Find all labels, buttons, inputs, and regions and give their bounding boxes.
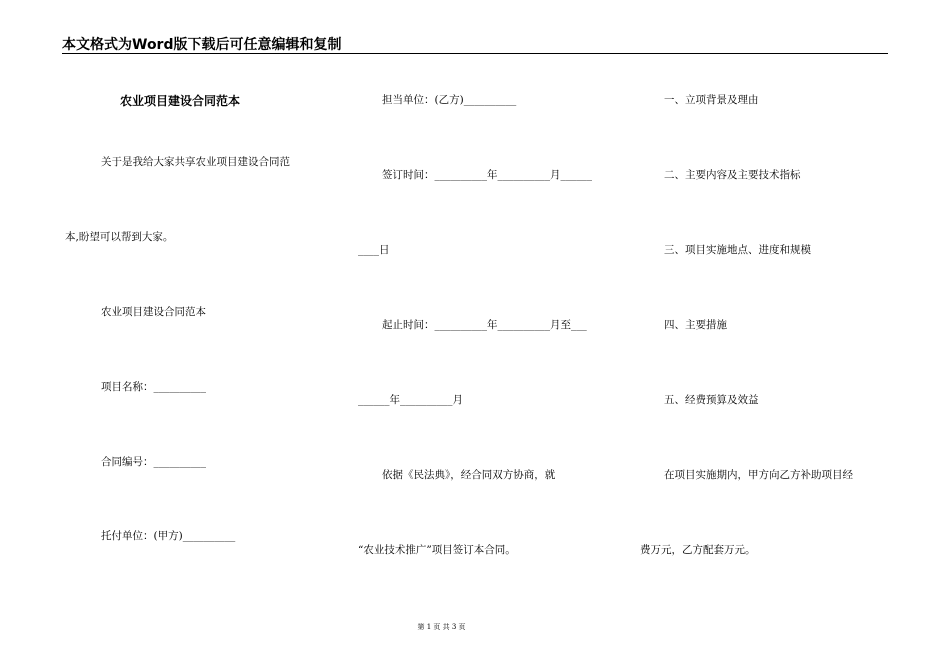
contractor-party-field: 担当单位：(乙方)__________ [382,94,517,106]
period-field-end: ______年__________月 [358,394,463,406]
basis-line-1: 依据《民法典》，经合同双方协商，就 [382,469,556,481]
header-divider [62,53,888,54]
section-content: 二、主要内容及主要技术指标 [664,169,801,181]
subsidy-line-1: 在项目实施期内，甲方向乙方补助项目经 [664,469,853,481]
subsidy-line-2: 费万元，乙方配套万元。 [640,544,756,556]
intro-line-2: 本,盼望可以帮到大家。 [65,231,174,243]
header-banner: 本文格式为Word版下载后可任意编辑和复制 [62,37,342,53]
section-location: 三、项目实施地点、进度和规模 [664,244,811,256]
section-budget: 五、经费预算及效益 [664,394,759,406]
signing-date-field: 签订时间：__________年__________月______ [382,169,592,181]
section-measures: 四、主要措施 [664,319,727,331]
document-title: 农业项目建设合同范本 [120,94,241,108]
period-field: 起止时间：__________年__________月至___ [382,319,587,331]
project-name-field: 项目名称：__________ [101,381,206,393]
section-background: 一、立项背景及理由 [664,94,759,106]
client-party-field: 托付单位：(甲方)__________ [101,530,236,542]
basis-line-2: “农业技术推广”项目签订本合同。 [358,544,516,556]
page-number: 第 1 页 共 3 页 [417,623,466,631]
contract-number-field: 合同编号：__________ [101,456,206,468]
signing-date-day: ____日 [358,244,390,256]
contract-subtitle: 农业项目建设合同范本 [101,306,206,318]
intro-line-1: 关于是我给大家共享农业项目建设合同范 [101,156,290,168]
